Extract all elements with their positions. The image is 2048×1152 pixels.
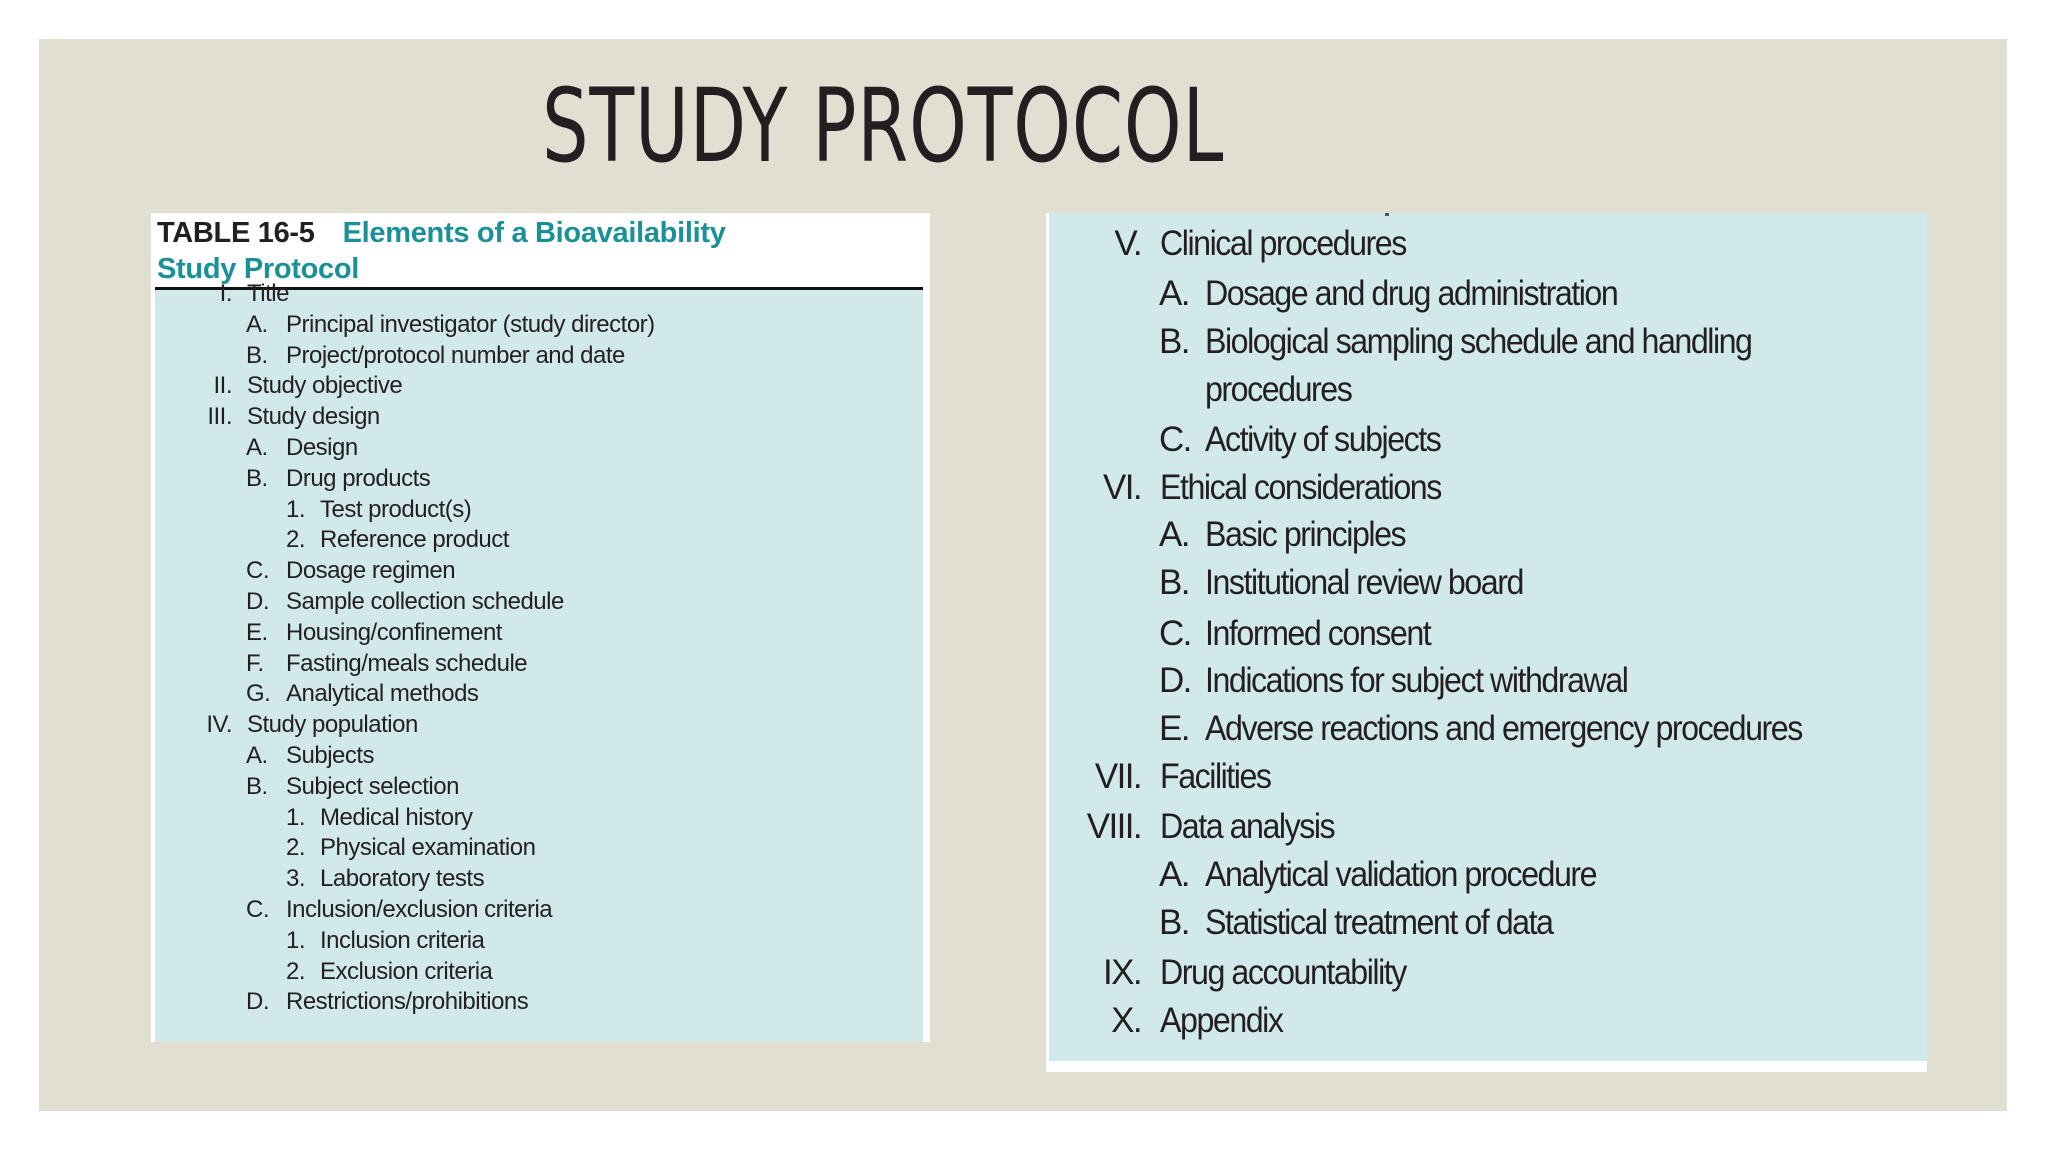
outline-item — [1049, 318, 1919, 366]
outline-marker: B. — [1159, 903, 1189, 942]
outline-text: Reference product — [320, 526, 509, 554]
outline-item — [155, 987, 915, 1017]
outline-text: Institutional review board — [1205, 563, 1523, 602]
outline-marker: B. — [1159, 322, 1189, 361]
outline-item — [1049, 803, 1919, 851]
outline-item — [1049, 270, 1919, 318]
outline-item — [1049, 366, 1919, 414]
outline-item — [155, 710, 915, 740]
outline-text: Activity of subjects — [1205, 420, 1441, 459]
outline-marker: A. — [246, 742, 268, 769]
outline-text: Test product(s) — [320, 495, 472, 523]
table-title-line1: Elements of a Bioavailability — [342, 217, 726, 249]
outline-text: Clinical procedures — [1160, 224, 1406, 263]
outline-marker: G. — [246, 680, 271, 708]
outline-text: Dosage regimen — [286, 557, 456, 585]
outline-item — [155, 341, 915, 371]
outline-item — [155, 833, 915, 863]
outline-item — [155, 587, 915, 617]
outline-text: Adverse reactions and emergency procedures — [1205, 709, 1802, 748]
outline-marker: II. — [213, 372, 232, 400]
outline-item — [155, 772, 915, 802]
outline-marker: X. — [1111, 1001, 1141, 1040]
outline-text: Drug products — [286, 464, 431, 492]
outline-text: Inclusion/exclusion criteria — [286, 896, 553, 923]
outline-marker: A. — [1159, 855, 1189, 894]
outline-marker: 1. — [286, 926, 306, 954]
outline-text: Sample collection schedule — [286, 588, 564, 615]
outline-marker: B. — [246, 464, 268, 492]
outline-marker: A. — [246, 310, 268, 338]
outline-text: Exclusion criteria — [320, 957, 493, 985]
outline-text: Statistical treatment of data — [1205, 903, 1553, 942]
outline-text: Physical examination — [320, 834, 536, 862]
outline-item — [155, 464, 915, 494]
outline-marker: V. — [1114, 224, 1141, 263]
outline-item — [1049, 657, 1919, 705]
outline-marker: VII. — [1094, 757, 1141, 796]
outline-marker: 2. — [286, 526, 306, 554]
outline-marker: C. — [246, 557, 269, 585]
outline-item — [155, 864, 915, 894]
outline-text: Principal investigator (study director) — [286, 310, 655, 338]
outline-text: Study design — [247, 403, 380, 431]
outline-text: Indications for subject withdrawal — [1205, 661, 1628, 700]
outline-item — [1049, 610, 1919, 658]
outline-marker: C. — [1159, 614, 1191, 653]
outline-text: Study objective — [247, 372, 403, 400]
outline-item — [155, 926, 915, 956]
outline-text: procedures — [1205, 370, 1352, 409]
outline-text: Appendix — [1160, 1001, 1283, 1040]
table-header-line1 — [157, 213, 726, 253]
outline-marker: VIII. — [1086, 807, 1141, 846]
outline-marker: D. — [246, 588, 269, 615]
outline-text: Subject selection — [286, 772, 459, 800]
outline-text: Basic principles — [1205, 515, 1406, 554]
outline-text: Analytical validation procedure — [1205, 855, 1597, 894]
outline-marker: III. — [207, 403, 232, 431]
outline-marker: I. — [219, 280, 232, 307]
outline-text: Design — [286, 434, 358, 461]
cropped-text-fragment — [1385, 213, 1389, 216]
outline-item — [155, 741, 915, 771]
outline-marker: A. — [1159, 274, 1189, 313]
outline-item — [155, 957, 915, 987]
outline-item — [155, 679, 915, 709]
outline-item — [1049, 753, 1919, 801]
outline-item — [1049, 559, 1919, 607]
outline-item — [1049, 416, 1919, 464]
table-header — [157, 213, 927, 288]
outline-text: Analytical methods — [286, 680, 479, 708]
outline-item — [155, 525, 915, 555]
outline-item — [1049, 220, 1919, 268]
outline-marker: IX. — [1103, 953, 1141, 992]
outline-text: Subjects — [286, 742, 375, 769]
outline-item — [1049, 851, 1919, 899]
outline-item — [155, 618, 915, 648]
outline-marker: A. — [246, 434, 268, 461]
outline-marker: F. — [246, 649, 264, 677]
outline-text: Laboratory tests — [320, 865, 485, 893]
outline-item — [155, 371, 915, 401]
outline-text: Housing/confinement — [286, 618, 502, 646]
outline-marker: B. — [246, 341, 268, 369]
outline-item — [1049, 705, 1919, 753]
left-table-panel — [151, 213, 930, 1042]
outline-marker: E. — [1159, 709, 1189, 748]
outline-item — [155, 895, 915, 925]
outline-marker: 1. — [286, 495, 306, 523]
outline-marker: B. — [1159, 563, 1189, 602]
slide-title — [542, 67, 1428, 186]
outline-item — [1049, 949, 1919, 997]
outline-marker: B. — [246, 772, 268, 800]
outline-item — [155, 402, 915, 432]
right-outline — [1049, 213, 1927, 1061]
outline-text: Title — [247, 280, 289, 307]
outline-item — [155, 803, 915, 833]
outline-text: Restrictions/prohibitions — [286, 988, 529, 1016]
outline-marker: C. — [246, 896, 269, 923]
left-outline — [155, 280, 923, 1042]
outline-marker: 2. — [286, 834, 306, 862]
outline-item — [1049, 997, 1919, 1045]
outline-text: Project/protocol number and date — [286, 341, 625, 369]
outline-text: Medical history — [320, 803, 473, 831]
outline-marker: IV. — [206, 711, 232, 739]
outline-text: Inclusion criteria — [320, 926, 485, 954]
outline-item — [155, 433, 915, 463]
outline-text: Dosage and drug administration — [1205, 274, 1618, 313]
outline-item — [155, 495, 915, 525]
outline-marker: VI. — [1103, 468, 1141, 507]
outline-marker: D. — [246, 988, 269, 1016]
outline-marker: 2. — [286, 957, 306, 985]
outline-marker: A. — [1159, 515, 1189, 554]
outline-item — [155, 310, 915, 340]
outline-text: Informed consent — [1205, 614, 1431, 653]
outline-text: Biological sampling schedule and handling — [1205, 322, 1752, 361]
outline-text: Study population — [247, 711, 418, 739]
outline-text: Data analysis — [1160, 807, 1335, 846]
outline-item — [155, 279, 915, 309]
outline-text: Fasting/meals schedule — [286, 649, 528, 677]
outline-item — [155, 556, 915, 586]
outline-item — [1049, 464, 1919, 512]
outline-item — [1049, 899, 1919, 947]
outline-marker: 1. — [286, 803, 306, 831]
table-number: TABLE 16-5 — [157, 217, 315, 249]
outline-text: Facilities — [1160, 757, 1271, 796]
right-table-panel — [1046, 213, 1927, 1072]
outline-marker: D. — [1159, 661, 1191, 700]
outline-marker: C. — [1159, 420, 1191, 459]
outline-marker: 3. — [286, 865, 306, 893]
table-title-line2: Study Protocol — [157, 253, 360, 285]
outline-marker: E. — [246, 618, 268, 646]
slide-title-text: STUDY PROTOCOL — [542, 67, 1225, 186]
outline-text: Ethical considerations — [1160, 468, 1441, 507]
outline-item — [1049, 511, 1919, 559]
outline-item — [155, 649, 915, 679]
outline-text: Drug accountability — [1160, 953, 1406, 992]
